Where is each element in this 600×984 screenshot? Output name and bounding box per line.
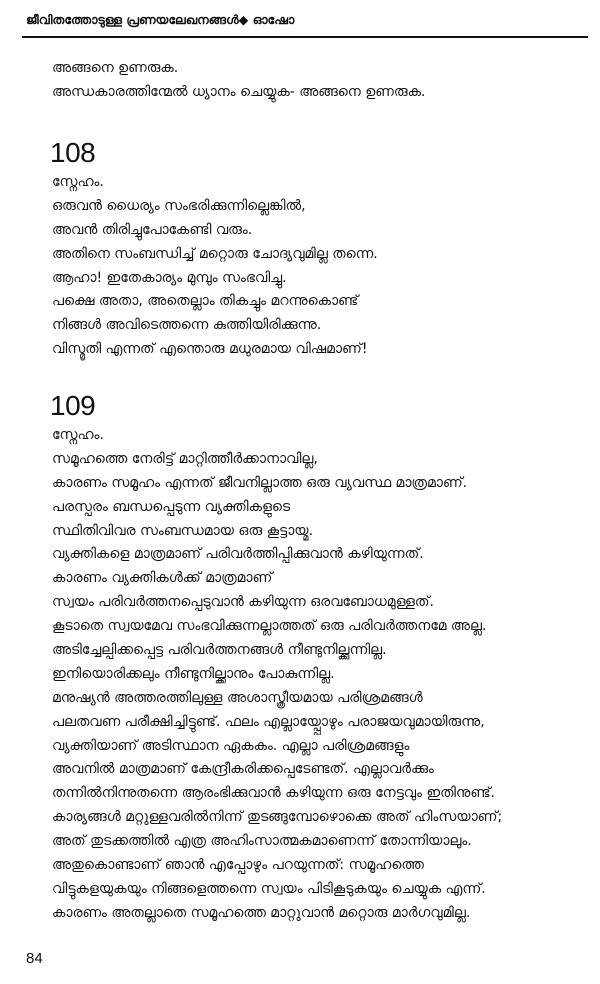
text-line: അത് തുടക്കത്തിൽ എത്ര അഹിംസാത്മകമാണെന്ന് തോന്നിയാലും. (52, 833, 472, 850)
text-line: കാരണം സമൂഹം എന്നത് ജീവനില്ലാത്ത ഒരു വ്യവസ്ഥ മാത്രമാണ്. (52, 474, 468, 491)
text-line: പലതവണ പരീക്ഷിച്ചിട്ടുണ്ട്. ഫലം എല്ലായ്പ്പോഴും പരാജയവുമായിരുന്നു, (52, 713, 485, 730)
text-line: കാര്യങ്ങൾ മറ്റുള്ളവരിൽനിന്ന് തുടങ്ങുമ്പോഴൊക്കെ അത് ഹിംസയാണ്; (52, 809, 503, 826)
text-line: സ്വയം പരിവർത്തനപ്പെടുവാൻ കഴിയുന്ന ഒരവബോധമുള്ളത്. (52, 594, 434, 611)
text-line: വ്യക്തിയാണ് അടിസ്ഥാന ഏകകം. എല്ലാ പരിശ്രമങ്ങളും (52, 737, 410, 754)
text-line: സ്നേഹം. (52, 174, 104, 190)
text-line: സ്ഥിതിവിവര സംബന്ധമായ ഒരു കൂട്ടായ്മ. (52, 522, 314, 539)
text-line: അങ്ങനെ ഉണരുക. (52, 60, 179, 76)
text-line: അന്ധകാരത്തിന്മേൽ ധ്യാനം ചെയ്യുക- അങ്ങനെ ഉണരുക. (52, 83, 426, 100)
section-number-109: 109 (50, 390, 96, 421)
text-line: വ്യക്തികളെ മാത്രമാണ് പരിവർത്തിപ്പിക്കുവാൻ കഴിയുന്നത്. (52, 546, 424, 563)
text-line: അതുകൊണ്ടാണ് ഞാൻ എപ്പോഴും പറയുന്നത്: സമൂഹത്തെ (52, 857, 424, 874)
text-line: ആഹാ! ഇതേകാര്യം മുമ്പും സംഭവിച്ചു. (52, 269, 287, 286)
text-line: ഇനിയൊരിക്കലും നീണ്ടുനില്ക്കാനും പോകുന്നില്ല. (52, 665, 335, 682)
text-line: നിങ്ങൾ അവിടെത്തന്നെ കുത്തിയിരിക്കുന്നു. (52, 317, 322, 334)
text-line: അടിച്ചേല്പിക്കപ്പെട്ട പരിവർത്തനങ്ങൾ നീണ്ടുനില്ക്കുന്നില്ല. (52, 642, 387, 659)
text-line: കാരണം അതല്ലാതെ സമൂഹത്തെ മാറ്റുവാൻ മറ്റൊരു മാർഗവുമില്ല. (52, 904, 471, 921)
text-line: അവനിൽ മാത്രമാണ് കേന്ദ്രീകരിക്കപ്പെടേണ്ടത്. എല്ലാവർക്കും (52, 761, 434, 778)
section-number-108: 108 (50, 137, 96, 168)
text-line: വിട്ടുകളയുകയും നിങ്ങളെത്തന്നെ സ്വയം പിടികൂടുകയും ചെയ്യുക എന്ന്. (52, 880, 486, 897)
text-line: ഒരുവൻ ധൈര്യം സംഭരിക്കുന്നില്ലെങ്കിൽ, (52, 197, 306, 214)
text-line: മനുഷ്യൻ അത്തരത്തിലുള്ള അശാസ്ത്രീയമായ പരിശ്രമങ്ങൾ (52, 689, 423, 706)
text-line: തന്നിൽനിന്നുതന്നെ ആരംഭിക്കുവാൻ കഴിയുന്ന ഒരു നേട്ടവും ഇതിനുണ്ട്. (52, 785, 496, 802)
text-line: കാരണം വ്യക്തികൾക്ക് മാത്രമാണ് (52, 570, 273, 587)
text-line: കൂടാതെ സ്വയമേവ സംഭവിക്കുന്നല്ലാത്തത് ഒരു പരിവർത്തനമേ അല്ല. (52, 618, 487, 635)
text-line: അതിനെ സംബന്ധിച്ച് മറ്റൊരു ചോദ്യവുമില്ല തന്നെ. (52, 245, 378, 262)
section-109-text (52, 424, 592, 926)
page-number: 84 (26, 950, 43, 967)
section-108-text (52, 171, 592, 362)
text-line: സമൂഹത്തെ നേരിട്ട് മാറ്റിത്തീർക്കാനാവില്ല, (52, 450, 318, 467)
text-line: പക്ഷെ അതാ, അതെല്ലാം തികച്ചും മറന്നുകൊണ്ട് (52, 293, 359, 310)
text-line: വിസ്മൃതി എന്നത് എന്തൊരു മധുരമായ വിഷമാണ്! (52, 341, 368, 358)
intro-text (52, 57, 592, 105)
header-rule (22, 36, 588, 38)
text-line: അവൻ തിരിച്ചുപോകേണ്ടി വരും. (52, 221, 253, 238)
text-line: പരസ്പരം ബന്ധപ്പെടുന്ന വ്യക്തികളുടെ (52, 498, 291, 515)
running-header: ജീവിതത്തോടുള്ള പ്രണയലേഖനങ്ങൾ◆ ഓഷോ (26, 12, 295, 27)
text-line: സ്നേഹം. (52, 427, 104, 443)
